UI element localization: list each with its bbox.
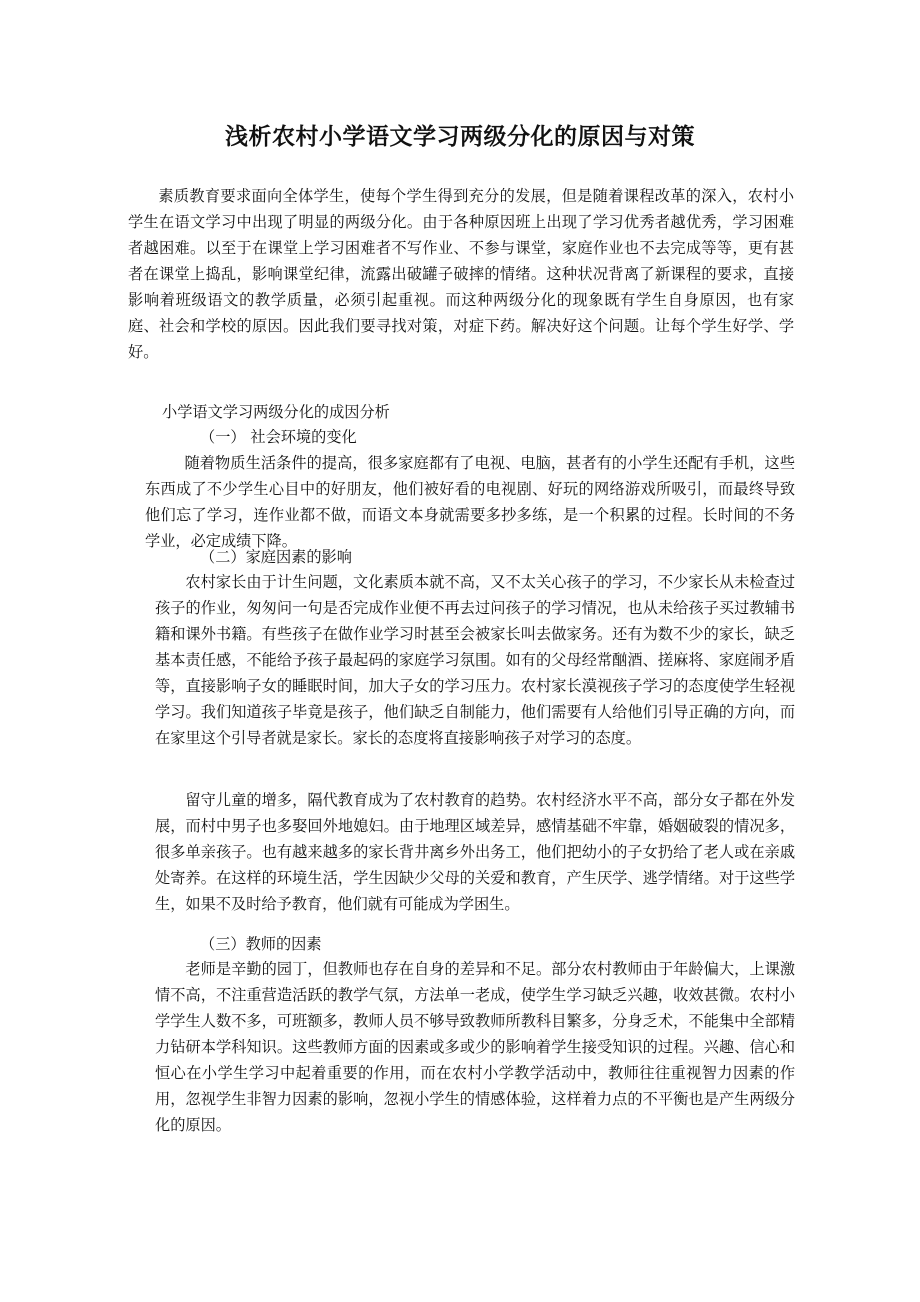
subsection-heading-family: （二）家庭因素的影响 — [200, 548, 352, 566]
intro-paragraph: 素质教育要求面向全体学生，使每个学生得到充分的发展，但是随着课程改革的深入，农村小学生在语文学习中出现了明显的两级分化。由于各种原因班上出现了学习优秀者越优秀，学习困难者越困难。以至于在课堂上学习困难者不写作业、不参与课堂，家庭作业也不去完成等等，更有甚者在课堂上捣乱，影响课堂纪律，流露出破罐子破摔的情绪。这种状况背离了新课程的要求，直接影响着班级语文的教学质量，必须引起重视。而这种两级分化的现象既有学生自身原因，也有家庭、社会和学校的原因。因此我们要寻找对策，对症下药。解决好这个问题。让每个学生好学、学好。 — [128, 187, 794, 361]
paragraph-social-environment: 随着物质生活条件的提高，很多家庭都有了电视、电脑，甚者有的小学生还配有手机，这些东西成了不少学生心目中的好朋友，他们被好看的电视剧、好玩的网络游戏所吸引，而最终导致他们忘了学习，连作业都不做，而语文本身就需要多抄多练，是一个积累的过程。长时间的不务学业，必定成绩下降。 — [145, 454, 795, 550]
paragraph-teacher-factors: 老师是辛勤的园丁，但教师也存在自身的差异和不足。部分农村教师由于年龄偏大，上课激情不高，不注重营造活跃的教学气氛，方法单一老成，使学生学习缺乏兴趣，收效甚微。农村小学学生人数不多，可班额多，教师人员不够导致教师所教科目繁多，分身乏术，不能集中全部精力钻研本学科知识。这些教师方面的因素或多或少的影响着学生接受知识的过程。兴趣、信心和恒心在小学生学习中起着重要的作用，而在农村小学教学活动中，教师往往重视智力因素的作用，忽视学生非智力因素的影响，忽视小学生的情感体验，这样着力点的不平衡也是产生两级分化的原因。 — [155, 960, 795, 1134]
subsection-heading-teacher: （三）教师的因素 — [200, 935, 322, 953]
paragraph-family-factors: 农村家长由于计生问题，文化素质本就不高，又不太关心孩子的学习，不少家长从未检查过孩子的作业，匆匆问一句是否完成作业便不再去过问孩子的学习情况，也从未给孩子买过教辅书籍和课外书籍。有些孩子在做作业学习时甚至会被家长叫去做家务。还有为数不少的家长，缺乏基本责任感，不能给予孩子最起码的家庭学习氛围。如有的父母经常酗酒、搓麻将、家庭闹矛盾等，直接影响子女的睡眠时间，加大子女的学习压力。农村家长漠视孩子学习的态度使学生轻视学习。我们知道孩子毕竟是孩子，他们缺乏自制能力，他们需要有人给他们引导正确的方向，而在家里这个引导者就是家长。家长的态度将直接影响孩子对学习的态度。 — [155, 573, 795, 747]
paragraph-left-behind-children: 留守儿童的增多，隔代教育成为了农村教育的趋势。农村经济水平不高，部分女子都在外发展，而村中男子也多娶回外地媳妇。由于地理区域差异，感情基础不牢靠，婚姻破裂的情况多，很多单亲孩子。也有越来越多的家长背井离乡外出务工，他们把幼小的子女扔给了老人或在亲戚处寄养。在这样的环境生活，学生因缺少父母的关爱和教育，产生厌学、逃学情绪。对于这些学生，如果不及时给予教育，他们就有可能成为学困生。 — [155, 791, 795, 913]
document-title: 浅析农村小学语文学习两级分化的原因与对策 — [225, 124, 695, 150]
subsection-heading-social: （一） 社会环境的变化 — [200, 428, 357, 446]
section-heading: 小学语文学习两级分化的成因分析 — [162, 403, 390, 421]
